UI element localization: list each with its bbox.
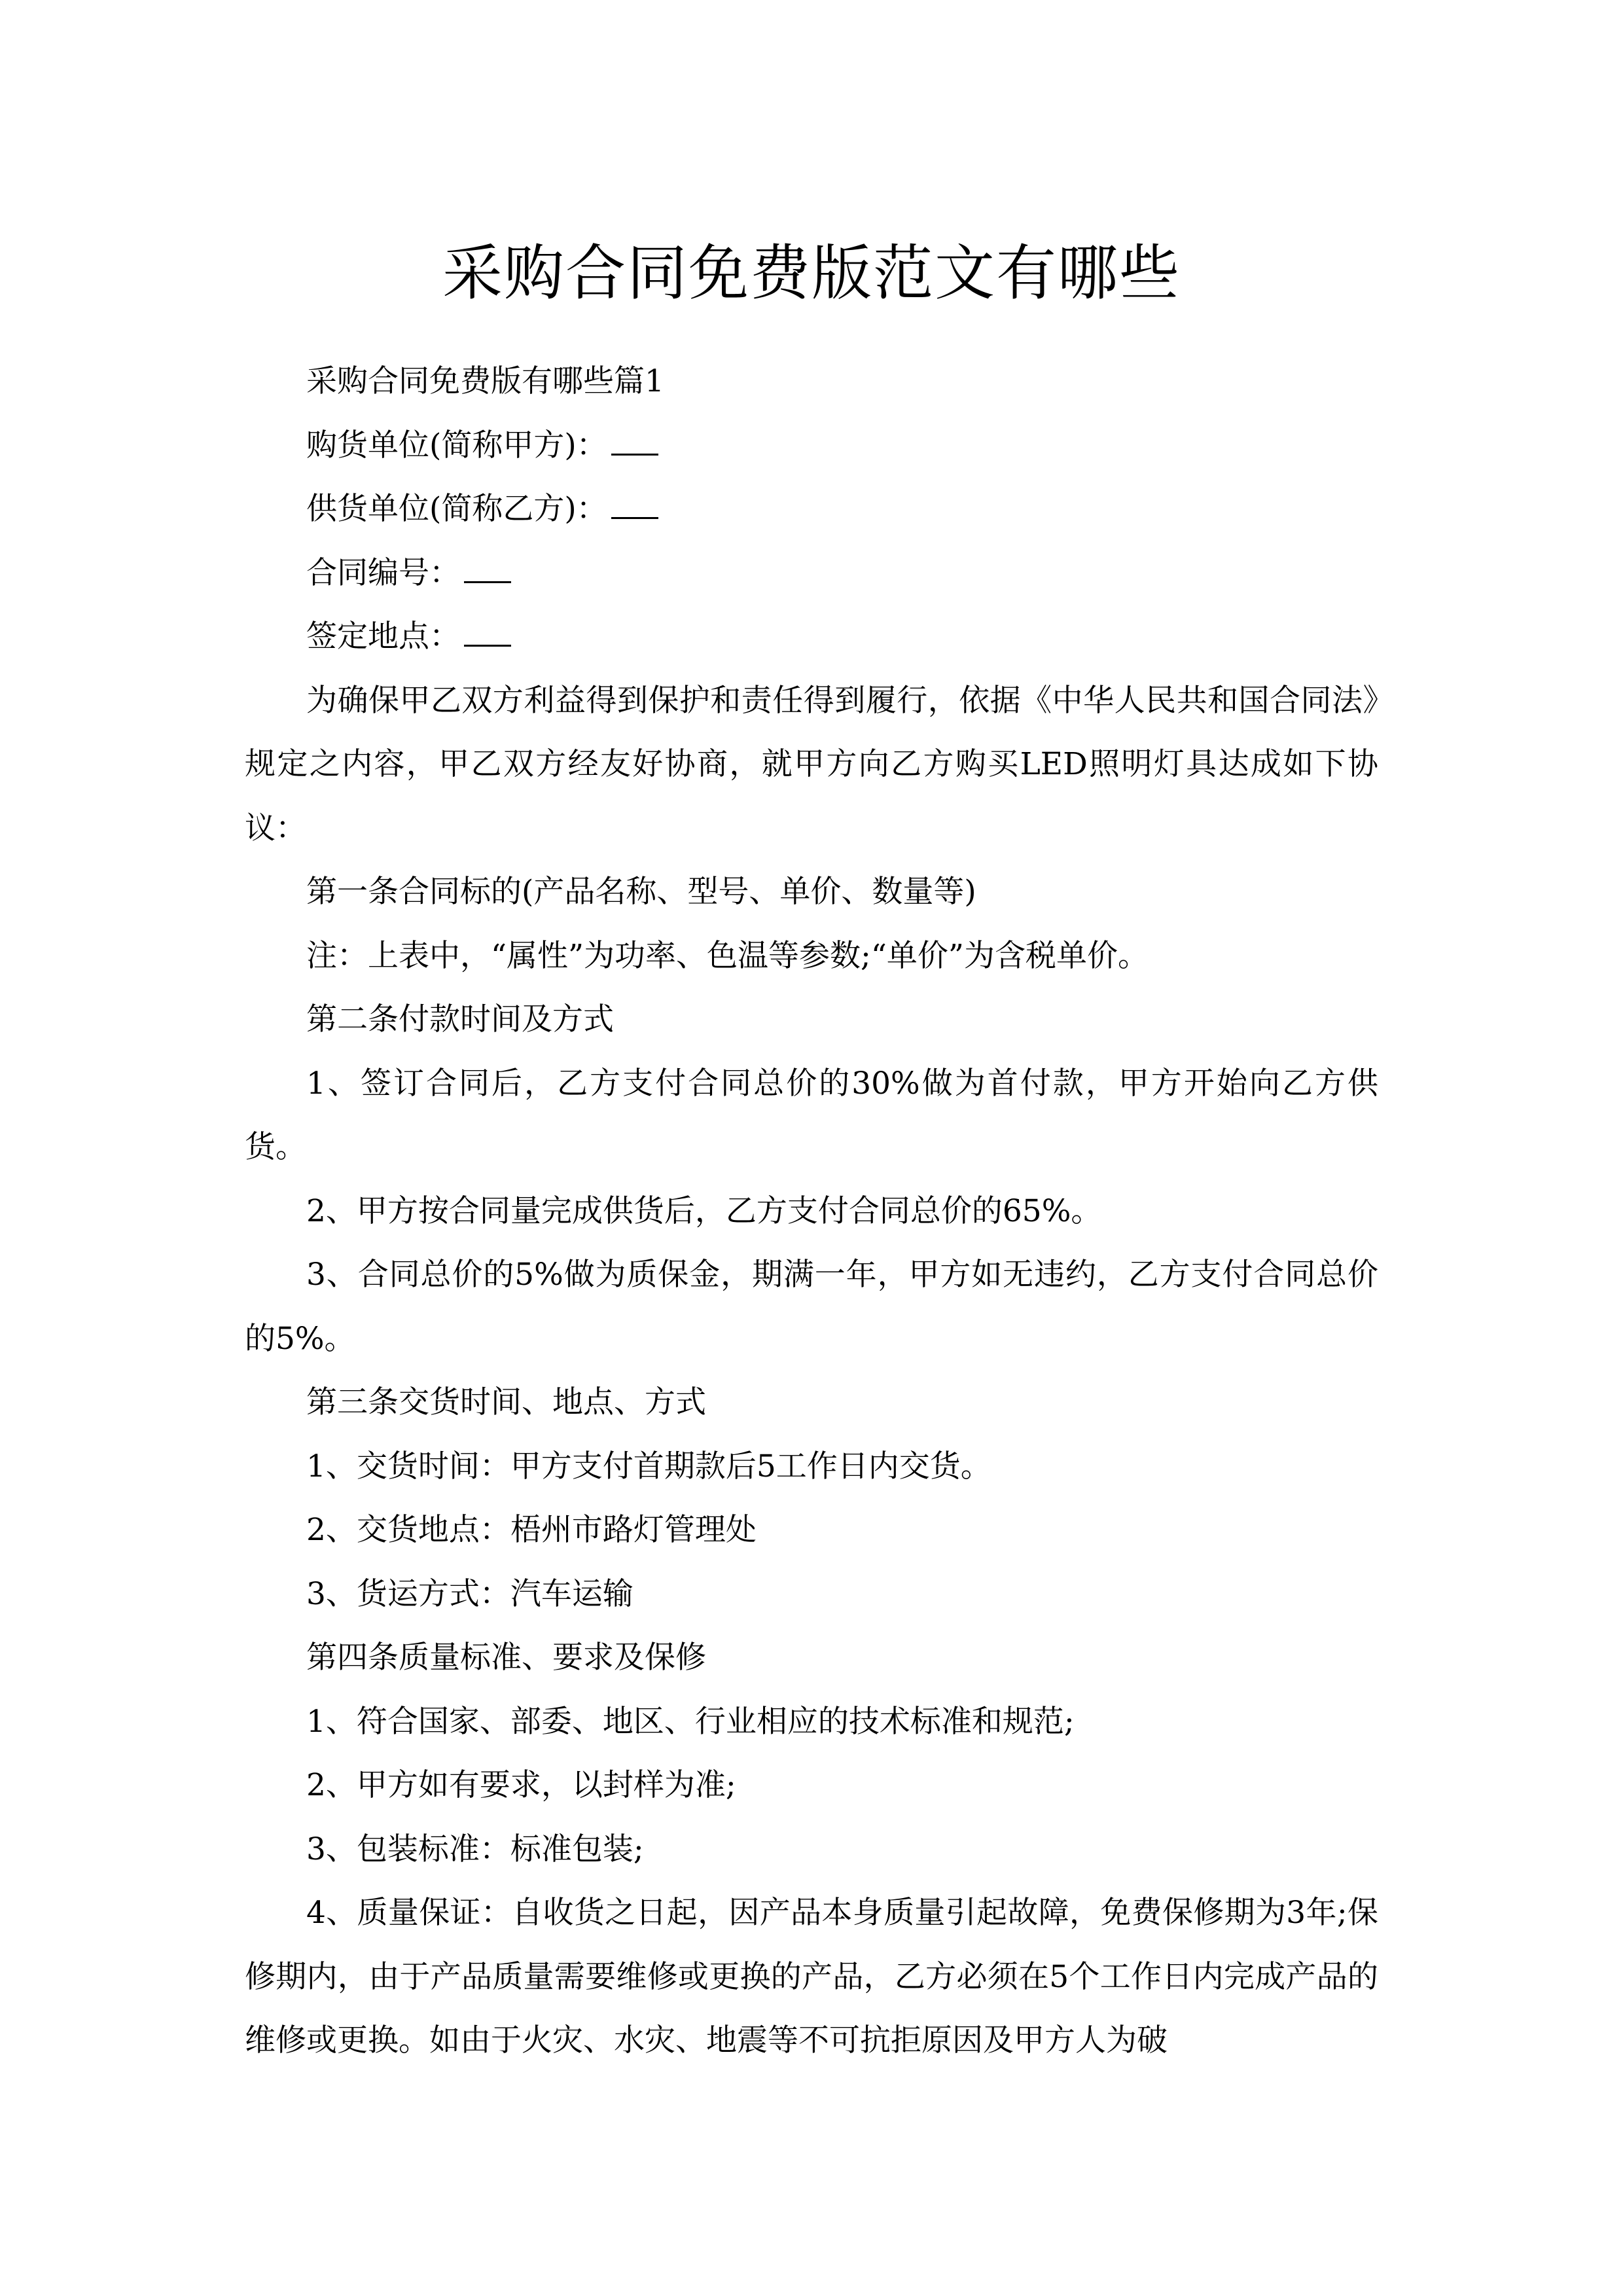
paragraph-text: 采购合同免费版有哪些篇1 [306,363,664,399]
signing-place-field [245,605,1378,669]
list-item: 1、交货时间：甲方支付首期款后5工作日内交货。 [306,1448,991,1484]
list-item: 2、甲方如有要求，以封样为准; [306,1767,736,1803]
blank-line [464,621,511,647]
paragraph: 为确保甲乙双方利益得到保护和责任得到履行，依据《中华人民共和国合同法》规定之内容，甲乙双方经友好协商，就甲方向乙方购买LED照明灯具达成如下协议： [245,682,1378,846]
blank-line [611,493,658,519]
list-item: 3、合同总价的5%做为质保金，期满一年，甲方如无违约，乙方支付合同总价的5%。 [245,1257,1378,1357]
list-item: 1、签订合同后，乙方支付合同总价的30%做为首付款，甲方开始向乙方供货。 [245,1065,1378,1165]
list-item: 1、符合国家、部委、地区、行业相应的技术标准和规范; [306,1703,1075,1740]
list-item: 4、质量保证：自收货之日起，因产品本身质量引起故障，免费保修期为3年;保修期内，由于产品质量需要维修或更换的产品，乙方必须在5个工作日内完成产品的维修或更换。如由于火灾、水灾、地震等不可抗拒原因及甲方人为破 [245,1895,1378,2058]
blank-line [464,558,511,583]
article-heading: 第二条付款时间及方式 [306,1001,614,1037]
field-label: 签定地点： [306,619,460,655]
document-title: 采购合同免费版范文有哪些 [442,238,1181,308]
list-item: 2、交货地点：梧州市路灯管理处 [306,1512,757,1548]
article-heading: 第四条质量标准、要求及保修 [306,1640,706,1676]
contract-number-field [245,541,1378,605]
supplier-field [245,477,1378,541]
list-item: 3、货运方式：汽车运输 [306,1575,633,1612]
field-label: 合同编号： [306,554,460,591]
blank-line [611,430,658,456]
paragraph: 注：上表中，“属性”为功率、色温等参数;“单价”为含税单价。 [306,937,1149,974]
section-heading [245,350,1378,414]
buyer-field [245,414,1378,478]
field-label: 购货单位(简称甲方)： [306,427,607,463]
field-label: 供货单位(简称乙方)： [306,491,607,527]
article-heading: 第三条交货时间、地点、方式 [306,1384,706,1420]
list-item: 3、包装标准：标准包装; [306,1831,644,1867]
list-item: 2、甲方按合同量完成供货后，乙方支付合同总价的65%。 [306,1193,1102,1229]
article-heading: 第一条合同标的(产品名称、型号、单价、数量等) [306,874,976,910]
document-body [245,350,1378,2073]
